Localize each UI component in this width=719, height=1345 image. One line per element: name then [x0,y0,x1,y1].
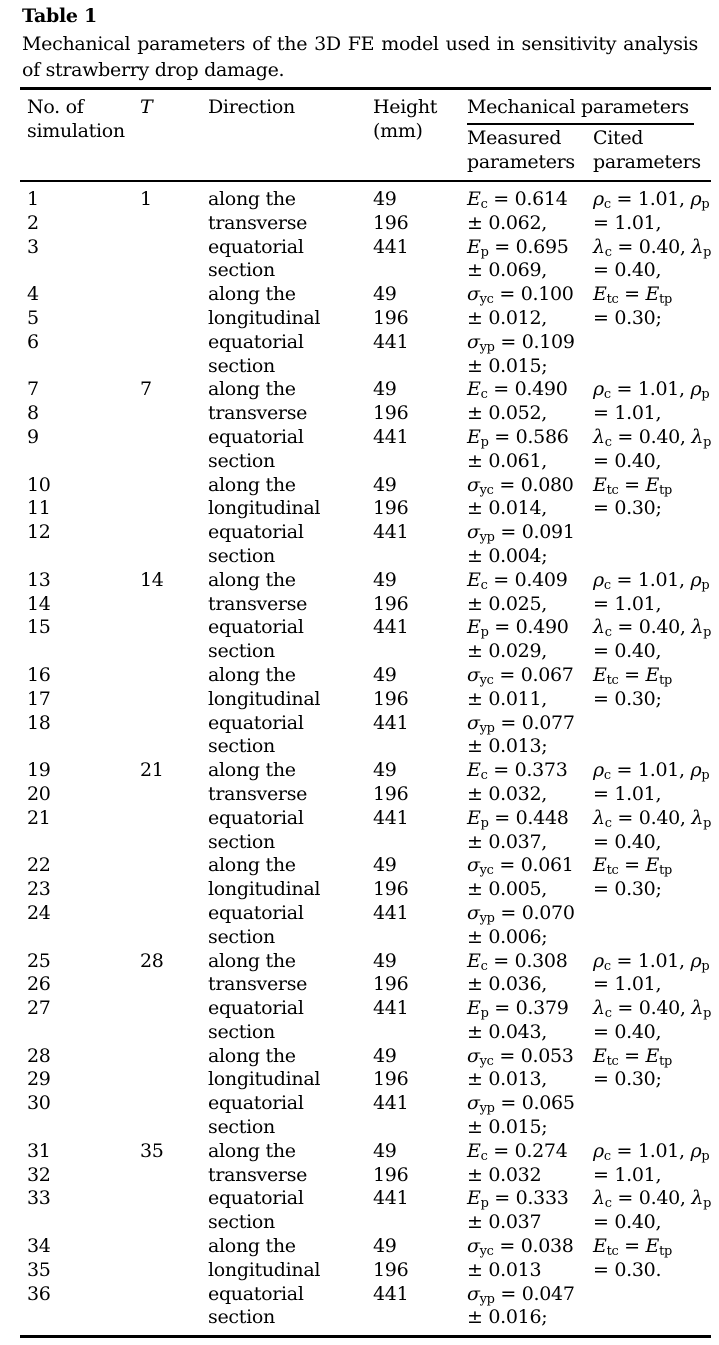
cell-line: section [208,354,275,377]
cell-line: $E_p = 0.695$ [467,235,569,260]
cell-line: along the [208,1044,296,1067]
cell-line [593,355,711,379]
cell-line: 441 [373,521,409,544]
cell-line: $E_{tc} = E_{tp}$ [593,663,672,688]
cell-line: 16 [27,663,51,686]
cell-line: 49 [373,1044,397,1067]
cell-line: section [208,925,275,948]
cell-line: $\rho_c = 1.01$, $\rho_p$ [593,759,710,783]
cell-line: along the [208,568,296,591]
cell-line [593,545,711,569]
cell-line: ± 0.043, [467,1020,547,1043]
cell-line [27,1211,140,1235]
cell-line: ± 0.061, [467,449,547,472]
cell-line: 24 [27,901,51,924]
cell-line: ± 0.025, [467,592,547,615]
cell-line: section [208,449,275,472]
cell-line: 15 [27,616,51,639]
cell-line: 49 [373,378,397,401]
cell-line: equatorial [208,1092,304,1115]
cell-line: 196 [373,687,409,710]
cell-line: ± 0.032, [467,782,547,805]
cell-line: = 0.40, [593,830,662,853]
cell-line: ± 0.013, [467,1068,547,1091]
cell-line: = 1.01, [593,211,662,234]
cell-line: 196 [373,878,409,901]
cell-line: longitudinal [208,1068,321,1091]
cell-line: ± 0.012, [467,306,547,329]
cell-line: along the [208,473,296,496]
cell-line: 12 [27,521,51,544]
cell-line: 441 [373,997,409,1020]
cell-line: 31 [27,1139,51,1162]
cell-line: 441 [373,425,409,448]
cell-line: along the [208,1139,296,1162]
cell-line: 32 [27,1163,51,1186]
cell-line: $E_{tc} = E_{tp}$ [593,1044,672,1069]
cell-line: 20 [27,782,51,805]
cell-line [373,355,467,379]
cell-line: = 0.30; [593,878,662,901]
cell-line: 27 [27,997,51,1020]
cell-line [27,450,140,474]
cell-line [593,1116,711,1140]
cell-line: $\lambda_c = 0.40$, $\lambda_p$ [593,616,712,641]
cell-line: 26 [27,973,51,996]
cell-line: ± 0.069, [467,259,547,282]
cell-line: ± 0.015; [467,1116,548,1139]
cell-line: $\rho_c = 1.01$, $\rho_p$ [593,949,710,974]
cell-line: ± 0.014, [467,497,547,520]
cell-line: 441 [373,1282,409,1305]
cell-line: 196 [373,973,409,996]
cell-line: $E_{tc} = E_{tp}$ [593,854,672,879]
cell-line: = 0.30. [593,1258,662,1281]
cell-direction [208,378,373,568]
cell-line: 11 [27,497,51,520]
cell-line: 18 [27,711,51,734]
column-header-cited-parameters: Cited parameters [593,126,701,173]
cell-line: 196 [373,782,409,805]
cell-line: 1 [140,188,152,210]
cell-cited [593,759,711,949]
cell-height [373,759,467,949]
cell-line [593,712,711,736]
cell-line [27,1116,140,1140]
cell-line: section [208,1306,275,1329]
cell-line: longitudinal [208,497,321,520]
cell-line [27,831,140,855]
cell-line: 49 [373,1139,397,1162]
cell-line: 3 [27,235,39,258]
cell-line: 196 [373,402,409,425]
cell-line: $\sigma_{yc} = 0.100$ [467,283,574,308]
cell-line: 23 [27,878,51,901]
cell-line: $\rho_c = 1.01$, $\rho_p$ [593,188,710,212]
cell-sim-no [27,1140,140,1330]
cell-line: longitudinal [208,878,321,901]
table-label: Table 1 [22,5,97,27]
cell-line: $\lambda_c = 0.40$, $\lambda_p$ [593,235,712,260]
cell-line: 36 [27,1282,51,1305]
cell-line: $E_c = 0.614$ [467,188,568,212]
cell-height [373,1140,467,1330]
cell-line: 441 [373,235,409,258]
cell-t [140,569,208,759]
table-body [20,182,711,1335]
cell-measured [467,378,593,568]
cell-direction [208,569,373,759]
cell-line: longitudinal [208,306,321,329]
cell-line: $\sigma_{yp} = 0.065$ [467,1092,575,1117]
cell-line: = 1.01, [593,592,662,615]
column-header-height-mm: Height (mm) [373,96,438,142]
cell-line: equatorial [208,1187,304,1210]
cell-line: $E_{tc} = E_{tp}$ [593,473,672,498]
cell-direction [208,188,373,378]
cell-t [140,1140,208,1330]
cell-line [373,831,467,855]
cell-line: equatorial [208,521,304,544]
cell-line: 441 [373,1092,409,1115]
cell-line: 10 [27,473,51,496]
cell-line: $\lambda_c = 0.40$, $\lambda_p$ [593,1187,712,1212]
cell-line: $\rho_c = 1.01$, $\rho_p$ [593,378,710,403]
cell-line: 441 [373,901,409,924]
cell-cited [593,1140,711,1330]
table-caption: Mechanical parameters of the 3D FE model used in sensitivity analysis of strawberry drop damage. [22,33,698,81]
cell-line: equatorial [208,997,304,1020]
cell-line: 196 [373,592,409,615]
column-group-mechanical-parameters [467,96,711,180]
cell-line: $E_c = 0.409$ [467,568,568,593]
cell-line: = 0.30; [593,497,662,520]
cell-line: equatorial [208,1282,304,1305]
cell-line: transverse [208,782,308,805]
cell-line [593,521,711,545]
cell-line: $\sigma_{yp} = 0.077$ [467,711,575,736]
cell-line [27,640,140,664]
cell-line: along the [208,378,296,401]
cell-line: $\lambda_c = 0.40$, $\lambda_p$ [593,997,712,1021]
column-header-direction: Direction [208,96,295,118]
cell-line: 1 [27,188,39,210]
cell-line: = 0.40, [593,640,662,663]
cell-line: equatorial [208,901,304,924]
cell-line: 5 [27,306,39,329]
cell-line: $E_{tc} = E_{tp}$ [593,1235,672,1259]
cell-line: 49 [373,568,397,591]
cell-line: $E_p = 0.586$ [467,425,569,450]
cell-line [373,640,467,664]
cell-line: 49 [373,759,397,782]
column-header-t: T [140,96,153,118]
cell-line [373,450,467,474]
cell-line: $\lambda_c = 0.40$, $\lambda_p$ [593,425,712,450]
cell-line: ± 0.029, [467,640,547,663]
cell-line [27,1021,140,1045]
cell-line: ± 0.037, [467,830,547,853]
cell-line: along the [208,1235,296,1258]
cell-line [27,926,140,950]
cell-line: 22 [27,854,51,877]
cell-line: transverse [208,402,308,425]
cell-line [593,1283,711,1307]
cell-line: $\sigma_{yc} = 0.080$ [467,473,574,498]
cell-measured [467,188,593,378]
cell-line: 35 [140,1139,164,1162]
cell-line [373,545,467,569]
cell-line: 7 [140,378,152,401]
cell-line: $E_c = 0.373$ [467,759,568,783]
cell-line: transverse [208,592,308,615]
cell-line: 441 [373,806,409,829]
cell-line: $\sigma_{yc} = 0.061$ [467,854,574,879]
cell-direction [208,1140,373,1330]
cell-line [373,1306,467,1330]
cell-height [373,378,467,568]
cell-line: $\sigma_{yc} = 0.038$ [467,1235,574,1259]
cell-line: 196 [373,1258,409,1281]
cell-line: along the [208,949,296,972]
cell-line: $\sigma_{yc} = 0.053$ [467,1044,574,1069]
cell-line: $\rho_c = 1.01$, $\rho_p$ [593,568,710,593]
cell-line: equatorial [208,616,304,639]
cell-line: section [208,544,275,567]
cell-line: ± 0.015; [467,354,548,377]
table-header-row [20,90,711,180]
cell-line [593,1092,711,1116]
cell-line: ± 0.036, [467,973,547,996]
cell-line: section [208,259,275,282]
cell-line: 28 [27,1044,51,1067]
cell-line: 28 [140,949,164,972]
cell-line [593,926,711,950]
cell-line: 49 [373,1235,397,1258]
cell-t [140,950,208,1140]
cell-line: 49 [373,188,397,210]
cell-line [593,735,711,759]
cell-line [373,1116,467,1140]
cell-line: ± 0.062, [467,211,547,234]
cell-line: 6 [27,330,39,353]
cell-line: 49 [373,949,397,972]
cell-line: transverse [208,973,308,996]
cell-line [593,331,711,355]
cell-line: longitudinal [208,1258,321,1281]
cell-line: 9 [27,425,39,448]
cell-line: ± 0.052, [467,402,547,425]
cell-sim-no [27,569,140,759]
cell-sim-no [27,378,140,568]
cell-measured [467,950,593,1140]
cell-line: 30 [27,1092,51,1115]
cell-cited [593,950,711,1140]
cell-measured [467,569,593,759]
cell-line: = 0.40, [593,259,662,282]
cell-line: along the [208,759,296,782]
cell-line: ± 0.032 [467,1163,542,1186]
cell-line: equatorial [208,806,304,829]
cell-line: $\sigma_{yp} = 0.091$ [467,521,575,545]
cell-line: $\sigma_{yp} = 0.070$ [467,901,575,926]
table [20,87,711,1338]
cell-line: section [208,830,275,853]
cell-height [373,950,467,1140]
cell-line: ± 0.037 [467,1211,542,1234]
cell-line: equatorial [208,330,304,353]
cell-line: = 0.40, [593,1020,662,1043]
cell-measured [467,759,593,949]
cell-line: 196 [373,497,409,520]
cell-line [373,735,467,759]
cell-line: transverse [208,211,308,234]
cell-line: 17 [27,687,51,710]
cell-line [593,1306,711,1330]
cell-line: along the [208,283,296,306]
cell-sim-no [27,188,140,378]
cell-line: section [208,1020,275,1043]
cell-line: 441 [373,616,409,639]
cell-line: = 0.40, [593,1211,662,1234]
cell-line: along the [208,854,296,877]
cell-line: = 1.01, [593,973,662,996]
subcolumn-header-row [467,127,711,175]
cell-line: 196 [373,211,409,234]
cell-line: 25 [27,949,51,972]
group-header-label: Mechanical parameters [467,96,689,118]
cell-line: equatorial [208,235,304,258]
cell-line: 49 [373,473,397,496]
cell-line: $E_c = 0.308$ [467,949,568,974]
cell-line: longitudinal [208,687,321,710]
cell-line: 35 [27,1258,51,1281]
cell-line: section [208,1116,275,1139]
cell-line: $\lambda_c = 0.40$, $\lambda_p$ [593,806,712,831]
cell-line: 14 [140,568,164,591]
cell-line: 14 [27,592,51,615]
cell-line: $\sigma_{yc} = 0.067$ [467,663,574,688]
cell-line: = 0.40, [593,449,662,472]
cell-direction [208,759,373,949]
cell-line: 21 [140,759,164,782]
cell-line: 49 [373,283,397,306]
cell-line: 19 [27,759,51,782]
cell-line: 196 [373,1068,409,1091]
cell-line: = 1.01, [593,1163,662,1186]
cell-line: $\sigma_{yp} = 0.047$ [467,1282,575,1307]
group-header-rule [467,123,694,125]
cell-line: equatorial [208,425,304,448]
cell-line: ± 0.006; [467,925,548,948]
cell-line [373,1211,467,1235]
cell-line: $E_{tc} = E_{tp}$ [593,283,672,308]
column-header-no-of-simulation: No. of simulation [27,96,125,142]
cell-sim-no [27,950,140,1140]
cell-line [373,1021,467,1045]
cell-line: 34 [27,1235,51,1258]
cell-line: = 1.01, [593,402,662,425]
column-header-measured-parameters: Measured parameters [467,126,575,173]
cell-line [373,259,467,283]
cell-line: $E_p = 0.490$ [467,616,569,641]
cell-line [593,902,711,926]
cell-line: 49 [373,854,397,877]
cell-line: ± 0.005, [467,878,547,901]
cell-line: 49 [373,663,397,686]
cell-line: $\rho_c = 1.01$, $\rho_p$ [593,1139,710,1164]
cell-line: = 1.01, [593,782,662,805]
cell-line: 7 [27,378,39,401]
cell-line [27,545,140,569]
cell-cited [593,569,711,759]
cell-line: 441 [373,1187,409,1210]
cell-line [27,259,140,283]
cell-line: $E_p = 0.333$ [467,1187,569,1212]
cell-line: 4 [27,283,39,306]
cell-line: along the [208,663,296,686]
cell-t [140,759,208,949]
cell-line [27,355,140,379]
cell-line: $E_c = 0.490$ [467,378,568,403]
cell-direction [208,950,373,1140]
cell-line: $E_c = 0.274$ [467,1139,568,1164]
cell-line: 33 [27,1187,51,1210]
cell-line: 2 [27,211,39,234]
cell-line: $E_p = 0.379$ [467,997,569,1021]
cell-line: section [208,735,275,758]
cell-sim-no [27,759,140,949]
cell-line: section [208,640,275,663]
cell-line: along the [208,188,296,210]
cell-line: transverse [208,1163,308,1186]
cell-line: equatorial [208,711,304,734]
cell-line: ± 0.013 [467,1258,542,1281]
cell-line [27,1306,140,1330]
cell-t [140,378,208,568]
cell-line: 13 [27,568,51,591]
cell-line: ± 0.016; [467,1306,548,1329]
cell-line [373,926,467,950]
cell-t [140,188,208,378]
cell-height [373,569,467,759]
cell-cited [593,188,711,378]
cell-line: ± 0.011, [467,687,547,710]
cell-cited [593,378,711,568]
cell-line: ± 0.013; [467,735,548,758]
cell-line: 441 [373,711,409,734]
cell-line: 29 [27,1068,51,1091]
cell-line: = 0.30; [593,306,662,329]
cell-line: 21 [27,806,51,829]
cell-line: $\sigma_{yp} = 0.109$ [467,330,575,355]
cell-line [27,735,140,759]
cell-line: 441 [373,330,409,353]
cell-line: 196 [373,1163,409,1186]
cell-line: = 0.30; [593,687,662,710]
cell-line: ± 0.004; [467,544,548,567]
table-bottom-rule [20,1335,711,1338]
cell-line: 196 [373,306,409,329]
cell-line: 8 [27,402,39,425]
cell-height [373,188,467,378]
cell-line: = 0.30; [593,1068,662,1091]
cell-line: $E_p = 0.448$ [467,806,569,831]
cell-line: section [208,1211,275,1234]
cell-measured [467,1140,593,1330]
